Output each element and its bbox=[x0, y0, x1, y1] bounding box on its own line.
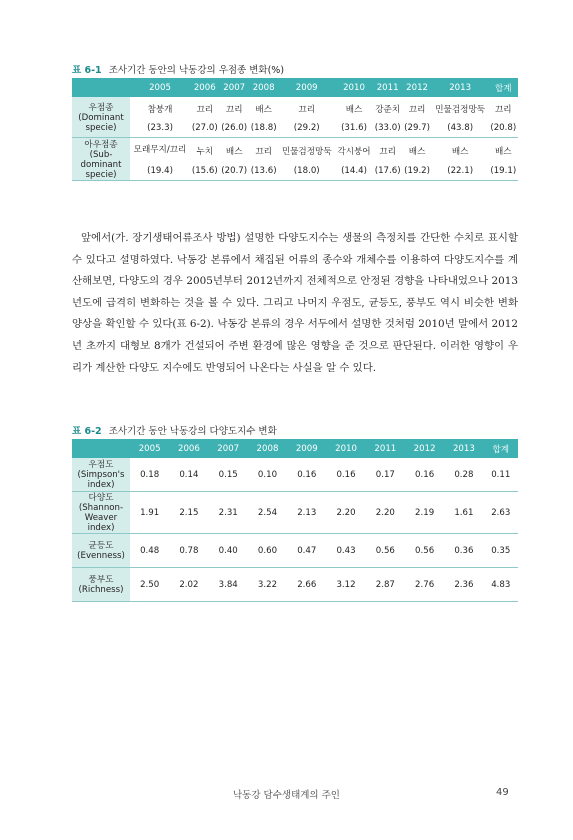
table-cell: 2.50 bbox=[130, 568, 169, 602]
table-cell: 0.40 bbox=[209, 534, 248, 568]
species-name: 모래무지/끄리 bbox=[133, 145, 187, 156]
table-row bbox=[72, 119, 518, 138]
table-row bbox=[72, 568, 518, 602]
row-header-evenness: 균등도 (Evenness) bbox=[72, 534, 130, 568]
table2-col: 2005 bbox=[138, 443, 161, 454]
species-name: 배스 bbox=[408, 146, 426, 157]
body-paragraph: 앞에서(가. 장기생태어류조사 방법) 설명한 다양도지수는 생물의 측정치를 간단한 수치로 표시할 수 있다고 설명하였다. 낙동강 본류에서 채집된 어류의 종수와 개체수를 이용하여 다양도지수를 계산해보면, 다양도의 경우 2005년부터 2012년까지 전체적으로 안정된 경향을 나타내었으나 2013년도에 급격히 변화하는 것을 볼 수 있다. 그리고 나머지 우점도, 균등도, 풍부도 역시 비슷한 변화양상을 확인할 수 있다(표 6-2). 낙동강 본류의 경우 서두에서 설명한 것처럼 2010년 말에서 2012년 초까지 대형보 8개가 건설되어 주변 환경에 많은 영향을 준 것으로 판단된다. 이러한 영향이 우리가 계산한 다양도 지수에도 반영되어 나온다는 사실을 알 수 있다. bbox=[72, 232, 518, 374]
table2-col: 합계 bbox=[492, 444, 510, 455]
species-name: 배스 bbox=[451, 146, 469, 157]
table-cell: 0.43 bbox=[326, 534, 365, 568]
species-pct: (17.6) bbox=[373, 161, 402, 180]
table-cell: 0.28 bbox=[444, 458, 483, 492]
table-cell: 0.48 bbox=[130, 534, 169, 568]
table2-col: 2010 bbox=[335, 443, 357, 454]
table-cell: 0.36 bbox=[444, 534, 483, 568]
species-pct: (33.0) bbox=[373, 119, 402, 138]
table-cell: 4.83 bbox=[484, 568, 518, 602]
table-cell: 0.15 bbox=[209, 458, 248, 492]
table1-title: 조사기간 동안의 낙동강의 우점종 변화(%) bbox=[108, 65, 285, 76]
table2-col: 2013 bbox=[452, 443, 475, 454]
table-cell: 1.61 bbox=[444, 492, 483, 534]
table-cell: 0.14 bbox=[169, 458, 208, 492]
table-cell: 0.56 bbox=[366, 534, 405, 568]
species-pct: (19.1) bbox=[489, 161, 518, 180]
table2-caption bbox=[72, 423, 277, 437]
species-pct: (18.8) bbox=[249, 119, 278, 138]
table-cell: 0.56 bbox=[405, 534, 444, 568]
species-pct: (18.0) bbox=[278, 161, 335, 180]
table-cell: 0.18 bbox=[130, 458, 169, 492]
table1-col: 2010 bbox=[343, 82, 365, 93]
table2-col: 2006 bbox=[177, 443, 200, 454]
table-cell: 0.10 bbox=[248, 458, 287, 492]
table2-col: 2007 bbox=[217, 443, 240, 454]
table-cell: 0.16 bbox=[405, 458, 444, 492]
table2-title: 조사기간 동안 낙동강의 다양도지수 변화 bbox=[108, 426, 277, 437]
species-name: 배스 bbox=[345, 105, 363, 115]
table-cell: 2.76 bbox=[405, 568, 444, 602]
species-name: 끄리 bbox=[255, 146, 272, 157]
table-cell: 3.22 bbox=[248, 568, 287, 602]
table-cell: 0.35 bbox=[484, 534, 518, 568]
table-cell: 2.87 bbox=[366, 568, 405, 602]
table1-col: 2008 bbox=[252, 82, 275, 93]
row-header-subdominant: 아우점종 (Sub-dominant specie) bbox=[72, 138, 130, 181]
table-cell: 0.17 bbox=[366, 458, 405, 492]
table-cell: 0.60 bbox=[248, 534, 287, 568]
table-row bbox=[72, 138, 518, 162]
table-cell: 2.66 bbox=[287, 568, 326, 602]
species-pct: (26.0) bbox=[219, 119, 248, 138]
table-cell: 3.84 bbox=[209, 568, 248, 602]
table1-corner bbox=[72, 78, 130, 97]
species-pct: (15.6) bbox=[190, 161, 219, 180]
row-header-simpson: 우점도 (Simpson's index) bbox=[72, 458, 130, 492]
table-row bbox=[72, 97, 518, 119]
table-cell: 2.20 bbox=[326, 492, 365, 534]
species-pct: (29.2) bbox=[278, 119, 335, 138]
dominant-species-table bbox=[72, 78, 518, 181]
table-cell: 3.12 bbox=[326, 568, 365, 602]
table-cell: 2.15 bbox=[169, 492, 208, 534]
table1-col: 2012 bbox=[406, 82, 429, 93]
species-pct: (19.2) bbox=[402, 161, 431, 180]
table-cell: 0.11 bbox=[484, 458, 518, 492]
table-cell: 2.63 bbox=[484, 492, 518, 534]
species-pct: (29.7) bbox=[402, 119, 431, 138]
table1-col: 2006 bbox=[193, 82, 216, 93]
table1-col: 2013 bbox=[449, 82, 472, 93]
table-cell: 2.02 bbox=[169, 568, 208, 602]
table-cell: 0.16 bbox=[287, 458, 326, 492]
table2-corner bbox=[72, 439, 130, 458]
table2-col: 2008 bbox=[256, 443, 279, 454]
table-cell: 2.19 bbox=[405, 492, 444, 534]
table-cell: 1.91 bbox=[130, 492, 169, 534]
row-header-richness: 풍부도 (Richness) bbox=[72, 568, 130, 602]
table2-col: 2012 bbox=[413, 443, 436, 454]
species-name: 민물검정망둑 bbox=[281, 146, 332, 157]
species-name: 배스 bbox=[255, 105, 272, 115]
species-pct: (14.4) bbox=[335, 161, 373, 180]
table-cell: 2.36 bbox=[444, 568, 483, 602]
species-name: 끄리 bbox=[298, 105, 316, 115]
table1-col: 합계 bbox=[494, 83, 512, 94]
table2-col: 2009 bbox=[295, 443, 318, 454]
running-footer-title: 낙동강 담수생태계의 주인 bbox=[233, 790, 340, 801]
page-number: 49 bbox=[496, 787, 509, 798]
table-cell: 2.20 bbox=[366, 492, 405, 534]
table2-label: 표 6-2 bbox=[72, 426, 102, 437]
species-name: 강준치 bbox=[375, 105, 401, 115]
table1-col: 2011 bbox=[376, 82, 399, 93]
species-pct: (13.6) bbox=[249, 161, 278, 180]
table-cell: 2.54 bbox=[248, 492, 287, 534]
table-cell: 2.13 bbox=[287, 492, 326, 534]
table1-caption bbox=[72, 62, 284, 76]
species-pct: (22.1) bbox=[432, 161, 489, 180]
table-cell: 0.47 bbox=[287, 534, 326, 568]
species-name: 끄리 bbox=[494, 105, 512, 115]
species-pct: (27.0) bbox=[190, 119, 219, 138]
table-row bbox=[72, 458, 518, 492]
table-cell: 2.31 bbox=[209, 492, 248, 534]
species-name: 끄리 bbox=[379, 146, 396, 157]
species-name: 배스 bbox=[494, 146, 512, 157]
table-row bbox=[72, 161, 518, 180]
species-name: 각시붕어 bbox=[337, 146, 371, 157]
table1-col: 2005 bbox=[149, 82, 171, 93]
species-pct: (23.3) bbox=[130, 119, 190, 138]
species-name: 배스 bbox=[225, 146, 243, 157]
species-name: 참붕개 bbox=[147, 105, 173, 115]
species-pct: (20.7) bbox=[219, 161, 248, 180]
table1-header-row bbox=[72, 78, 518, 97]
row-header-dominant: 우점종 (Dominant specie) bbox=[72, 97, 130, 138]
table-row bbox=[72, 534, 518, 568]
species-pct: (19.4) bbox=[130, 161, 190, 180]
species-name: 끄리 bbox=[196, 105, 214, 115]
table1-col: 2007 bbox=[223, 82, 246, 93]
table-cell: 0.16 bbox=[326, 458, 365, 492]
table1-label: 표 6-1 bbox=[72, 65, 102, 76]
table-row bbox=[72, 492, 518, 534]
table-cell: 0.78 bbox=[169, 534, 208, 568]
species-name: 끄리 bbox=[408, 105, 426, 115]
species-name: 누치 bbox=[196, 146, 214, 157]
row-header-shannon: 다양도 (Shannon- Weaver index) bbox=[72, 492, 130, 534]
species-name: 민물검정망둑 bbox=[435, 105, 486, 115]
species-name: 끄리 bbox=[225, 105, 243, 115]
table2-header-row bbox=[72, 439, 518, 458]
table2-col: 2011 bbox=[374, 443, 397, 454]
species-pct: (43.8) bbox=[432, 119, 489, 138]
species-pct: (31.6) bbox=[335, 119, 373, 138]
table1-col: 2009 bbox=[295, 82, 318, 93]
diversity-index-table bbox=[72, 439, 518, 602]
species-pct: (20.8) bbox=[489, 119, 518, 138]
